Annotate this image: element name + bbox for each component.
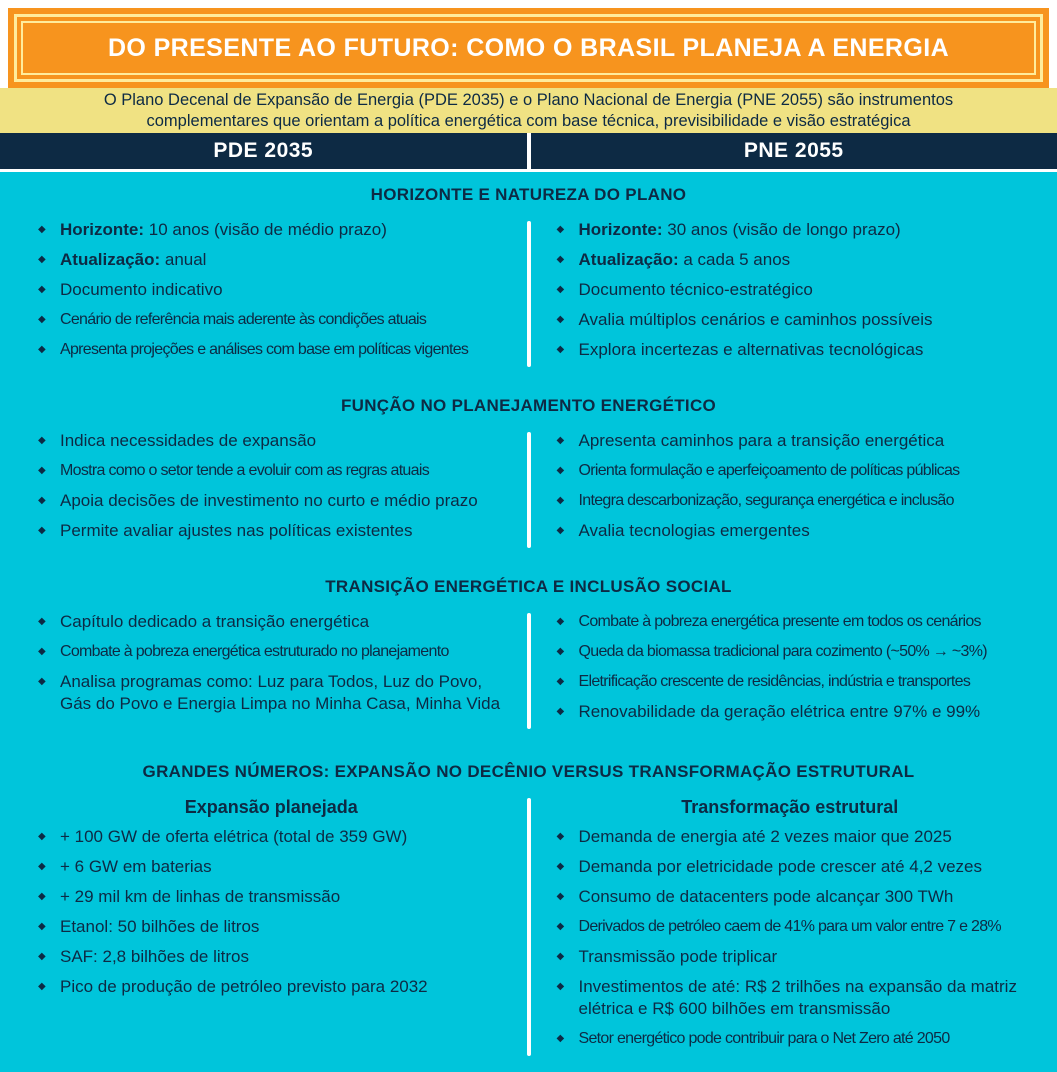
section-columns bbox=[0, 796, 1057, 1058]
bullet-item bbox=[38, 460, 505, 482]
bullet-item bbox=[557, 520, 1024, 542]
bullet-list bbox=[38, 430, 505, 542]
diamond-bullet-icon: ◆ bbox=[38, 676, 46, 687]
bullet-item bbox=[557, 701, 1024, 723]
bullet-item bbox=[38, 976, 505, 998]
diamond-bullet-icon: ◆ bbox=[556, 525, 565, 536]
column-pde bbox=[20, 430, 527, 550]
diamond-bullet-icon: ◆ bbox=[38, 981, 46, 992]
bullet-text: SAF: 2,8 bilhões de litros bbox=[60, 947, 249, 966]
bullet-item bbox=[557, 886, 1024, 908]
section-title: GRANDES NÚMEROS: EXPANSÃO NO DECÊNIO VERSUS TRANSFORMAÇÃO ESTRUTURAL bbox=[142, 762, 915, 781]
bullet-text: Documento indicativo bbox=[60, 280, 223, 299]
bullet-item bbox=[38, 826, 505, 848]
column-pne bbox=[531, 430, 1038, 550]
bullet-text: Setor energético pode contribuir para o Net Zero até 2050 bbox=[578, 1030, 950, 1047]
diamond-bullet-icon: ◆ bbox=[38, 435, 46, 446]
bullet-text: Derivados de petróleo caem de 41% para um valor entre 7 e 28% bbox=[578, 918, 1001, 935]
diamond-bullet-icon: ◆ bbox=[556, 981, 565, 992]
diamond-bullet-icon: ◆ bbox=[556, 616, 565, 627]
bullet-list bbox=[38, 219, 505, 361]
bullet-text: Eletrificação crescente de residências, indústria e transportes bbox=[578, 673, 971, 690]
section-title: TRANSIÇÃO ENERGÉTICA E INCLUSÃO SOCIAL bbox=[325, 577, 732, 596]
title-banner bbox=[8, 8, 1049, 88]
bullet-item bbox=[38, 490, 505, 512]
bullet-text: Apresenta caminhos para a transição energética bbox=[578, 431, 945, 450]
bullet-item bbox=[38, 671, 505, 715]
diamond-bullet-icon: ◆ bbox=[38, 831, 46, 842]
diamond-bullet-icon: ◆ bbox=[38, 254, 46, 265]
comparison-body bbox=[0, 172, 1057, 1072]
bullet-item bbox=[557, 611, 1024, 633]
diamond-bullet-icon: ◆ bbox=[38, 344, 46, 355]
bullet-item bbox=[557, 490, 1024, 512]
diamond-bullet-icon: ◆ bbox=[556, 951, 565, 962]
bullet-text: Avalia tecnologias emergentes bbox=[578, 521, 810, 540]
diamond-bullet-icon: ◆ bbox=[38, 921, 46, 932]
diamond-bullet-icon: ◆ bbox=[556, 344, 565, 355]
bullet-text: Horizonte: 10 anos (visão de médio prazo) bbox=[60, 220, 387, 239]
section-transicao bbox=[0, 576, 1057, 731]
bullet-text: Queda da biomassa tradicional para cozimento (~50% → ~3%) bbox=[578, 643, 987, 660]
bullet-text: + 29 mil km de linhas de transmissão bbox=[60, 887, 341, 906]
bullet-item bbox=[557, 309, 1024, 331]
section-horizonte bbox=[0, 184, 1057, 369]
bullet-text: + 100 GW de oferta elétrica (total de 359 GW) bbox=[60, 827, 408, 846]
bullet-text: Renovabilidade da geração elétrica entre 97% e 99% bbox=[578, 702, 981, 721]
diamond-bullet-icon: ◆ bbox=[38, 616, 46, 627]
bullet-item bbox=[557, 976, 1024, 1020]
section-title: HORIZONTE E NATUREZA DO PLANO bbox=[370, 185, 687, 204]
bullet-item bbox=[38, 856, 505, 878]
bullet-text: Combate à pobreza energética estruturado no planejamento bbox=[60, 643, 449, 660]
column-pne bbox=[531, 796, 1038, 1058]
bullet-text: Indica necessidades de expansão bbox=[60, 431, 317, 450]
bullet-text: Documento técnico-estratégico bbox=[578, 280, 813, 299]
bullet-item bbox=[38, 309, 505, 331]
bullet-item bbox=[38, 339, 505, 361]
bullet-item bbox=[38, 520, 505, 542]
section-columns bbox=[0, 219, 1057, 369]
column-pde bbox=[20, 611, 527, 731]
bullet-text: Analisa programas como: Luz para Todos, Luz do Povo, Gás do Povo e Energia Limpa no Minha Casa, Minha Vida bbox=[60, 672, 501, 713]
diamond-bullet-icon: ◆ bbox=[38, 465, 46, 476]
diamond-bullet-icon: ◆ bbox=[556, 921, 565, 932]
diamond-bullet-icon: ◆ bbox=[556, 254, 565, 265]
column-pne bbox=[531, 611, 1038, 731]
section-columns bbox=[0, 430, 1057, 550]
bullet-item bbox=[557, 249, 1024, 271]
bullet-item bbox=[557, 856, 1024, 878]
bullet-text: Atualização: a cada 5 anos bbox=[578, 250, 791, 269]
column-pne bbox=[531, 219, 1038, 369]
bullet-item bbox=[557, 430, 1024, 452]
diamond-bullet-icon: ◆ bbox=[556, 646, 565, 657]
column-pde bbox=[20, 796, 527, 1058]
bullet-text: Demanda por eletricidade pode crescer até 4,2 vezes bbox=[578, 857, 983, 876]
bullet-text: Integra descarbonização, segurança energética e inclusão bbox=[578, 492, 954, 509]
diamond-bullet-icon: ◆ bbox=[38, 525, 46, 536]
bullet-text: Avalia múltiplos cenários e caminhos possíveis bbox=[578, 310, 933, 329]
column-subtitle: Transformação estrutural bbox=[681, 797, 899, 817]
banner-outer-frame bbox=[14, 14, 1043, 82]
bullet-text: Consumo de datacenters pode alcançar 300 TWh bbox=[578, 887, 954, 906]
column-subtitle: Expansão planejada bbox=[184, 797, 358, 817]
bullet-text: Explora incertezas e alternativas tecnológicas bbox=[578, 340, 924, 359]
diamond-bullet-icon: ◆ bbox=[556, 224, 565, 235]
bullet-text: Pico de produção de petróleo previsto para 2032 bbox=[60, 977, 428, 996]
bullet-text: Demanda de energia até 2 vezes maior que 2025 bbox=[578, 827, 952, 846]
diamond-bullet-icon: ◆ bbox=[556, 435, 565, 446]
bullet-text: Horizonte: 30 anos (visão de longo prazo) bbox=[578, 220, 901, 239]
section-funcao bbox=[0, 395, 1057, 550]
bullet-list bbox=[38, 826, 505, 998]
diamond-bullet-icon: ◆ bbox=[38, 224, 46, 235]
diamond-bullet-icon: ◆ bbox=[556, 676, 565, 687]
diamond-bullet-icon: ◆ bbox=[38, 314, 46, 325]
section-columns bbox=[0, 611, 1057, 731]
bullet-item bbox=[557, 460, 1024, 482]
bullet-text: Cenário de referência mais aderente às condições atuais bbox=[60, 311, 427, 328]
bullet-list bbox=[38, 611, 505, 715]
section-title: FUNÇÃO NO PLANEJAMENTO ENERGÉTICO bbox=[340, 396, 717, 415]
bullet-text: Apoia decisões de investimento no curto e médio prazo bbox=[60, 491, 478, 510]
bullet-text: Investimentos de até: R$ 2 trilhões na expansão da matriz elétrica e R$ 600 bilhões em transmissão bbox=[578, 977, 1017, 1018]
bullet-item bbox=[557, 946, 1024, 968]
bullet-text: + 6 GW em baterias bbox=[60, 857, 212, 876]
bullet-item bbox=[38, 611, 505, 633]
bullet-item bbox=[557, 641, 1024, 663]
bullet-item bbox=[38, 249, 505, 271]
column-header-pne: PNE 2055 bbox=[743, 139, 844, 162]
intro-band bbox=[0, 88, 1057, 133]
bullet-text: Atualização: anual bbox=[60, 250, 207, 269]
bullet-item bbox=[557, 219, 1024, 241]
diamond-bullet-icon: ◆ bbox=[556, 831, 565, 842]
bullet-item bbox=[557, 671, 1024, 693]
bullet-item bbox=[557, 339, 1024, 361]
bullet-text: Combate à pobreza energética presente em todos os cenários bbox=[578, 613, 981, 630]
bullet-text: Transmissão pode triplicar bbox=[578, 947, 778, 966]
column-header-row bbox=[0, 133, 1057, 172]
diamond-bullet-icon: ◆ bbox=[556, 465, 565, 476]
bullet-list bbox=[557, 611, 1024, 723]
diamond-bullet-icon: ◆ bbox=[38, 646, 46, 657]
bullet-text: Permite avaliar ajustes nas políticas existentes bbox=[60, 521, 413, 540]
bullet-text: Capítulo dedicado a transição energética bbox=[60, 612, 370, 631]
bullet-item bbox=[557, 916, 1024, 938]
diamond-bullet-icon: ◆ bbox=[556, 495, 565, 506]
intro-text: O Plano Decenal de Expansão de Energia (PDE 2035) e o Plano Nacional de Energia (PNE 2055) são instrumentos complementares que orientam a política energética com base técnica, previsibilidade e visão estratégica bbox=[103, 91, 954, 130]
diamond-bullet-icon: ◆ bbox=[556, 861, 565, 872]
bullet-text: Apresenta projeções e análises com base em políticas vigentes bbox=[60, 341, 469, 358]
bullet-item bbox=[38, 219, 505, 241]
bullet-list bbox=[557, 826, 1024, 1050]
bullet-item bbox=[38, 430, 505, 452]
bullet-item bbox=[38, 916, 505, 938]
diamond-bullet-icon: ◆ bbox=[556, 314, 565, 325]
diamond-bullet-icon: ◆ bbox=[38, 891, 46, 902]
bullet-list bbox=[557, 219, 1024, 361]
bullet-text: Etanol: 50 bilhões de litros bbox=[60, 917, 260, 936]
bullet-item bbox=[38, 886, 505, 908]
column-pde bbox=[20, 219, 527, 369]
diamond-bullet-icon: ◆ bbox=[38, 284, 46, 295]
diamond-bullet-icon: ◆ bbox=[38, 951, 46, 962]
bullet-item bbox=[38, 279, 505, 301]
diamond-bullet-icon: ◆ bbox=[556, 891, 565, 902]
diamond-bullet-icon: ◆ bbox=[38, 861, 46, 872]
bullet-list bbox=[557, 430, 1024, 542]
page-title: DO PRESENTE AO FUTURO: COMO O BRASIL PLANEJA A ENERGIA bbox=[107, 33, 950, 62]
section-grandes-numeros bbox=[0, 761, 1057, 1058]
bullet-text: Orienta formulação e aperfeiçoamento de políticas públicas bbox=[578, 462, 960, 479]
diamond-bullet-icon: ◆ bbox=[556, 1033, 565, 1044]
bullet-item bbox=[38, 641, 505, 663]
column-header-pde: PDE 2035 bbox=[213, 139, 314, 162]
diamond-bullet-icon: ◆ bbox=[38, 495, 46, 506]
banner-inner-frame bbox=[21, 21, 1036, 75]
bullet-item bbox=[557, 279, 1024, 301]
bullet-text: Mostra como o setor tende a evoluir com as regras atuais bbox=[60, 462, 429, 479]
bullet-item bbox=[557, 826, 1024, 848]
diamond-bullet-icon: ◆ bbox=[556, 706, 565, 717]
diamond-bullet-icon: ◆ bbox=[556, 284, 565, 295]
bullet-item bbox=[557, 1028, 1024, 1050]
bullet-item bbox=[38, 946, 505, 968]
